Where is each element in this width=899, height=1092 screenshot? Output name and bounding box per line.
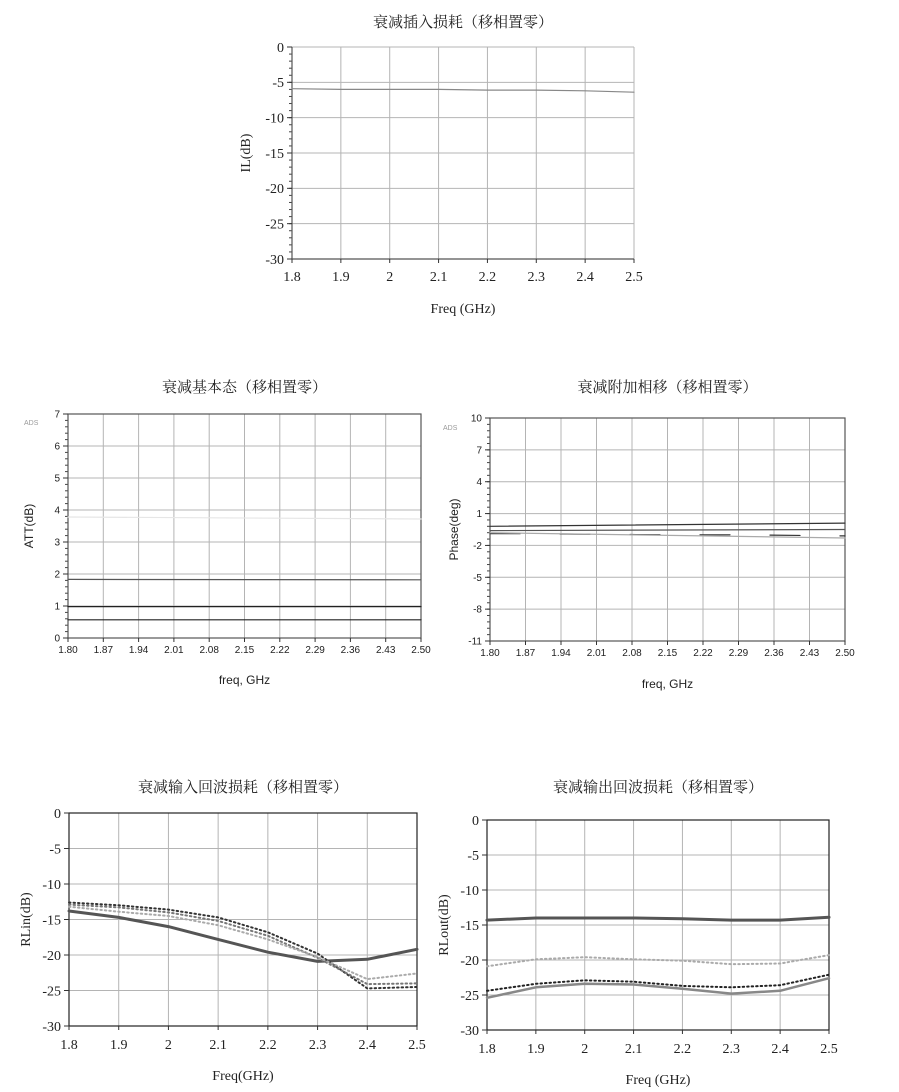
x-tick-label: 1.94: [551, 648, 571, 659]
x-tick-label: 1.80: [480, 648, 500, 659]
y-tick-label: 0: [277, 40, 284, 56]
x-tick-label: 2.36: [764, 648, 784, 659]
y-tick-label: -8: [473, 604, 482, 616]
y-tick-label: -25: [42, 984, 61, 1000]
y-axis-label: Phase(deg): [447, 498, 461, 561]
x-tick-label: 1.8: [478, 1042, 496, 1057]
x-tick-label: 2: [386, 270, 394, 285]
chart-rlout: [437, 778, 838, 1088]
y-tick-label: 7: [476, 445, 482, 457]
y-axis-label: ATT(dB): [22, 503, 36, 549]
y-tick-label: -20: [265, 182, 284, 198]
x-tick-label: 2.01: [164, 645, 184, 656]
x-tick-label: 2.15: [234, 645, 255, 656]
x-tick-label: 2.2: [673, 1042, 692, 1057]
chart-title: 衰减输出回波损耗（移相置零）: [552, 779, 764, 796]
y-tick-label: 1: [476, 509, 482, 521]
series-line-o2: [487, 955, 829, 966]
x-tick-label: 2.4: [576, 270, 594, 285]
x-tick-label: 2.22: [270, 645, 290, 656]
y-axis-label: RLout(dB): [437, 894, 452, 956]
x-tick-label: 2.4: [771, 1042, 789, 1057]
y-tick-label: 4: [54, 505, 60, 517]
x-axis-label: Freq (GHz): [625, 1073, 691, 1088]
chart-title: 衰减输入回波损耗（移相置零）: [137, 779, 349, 796]
y-tick-label: -5: [272, 76, 284, 92]
x-axis-label: Freq (GHz): [430, 302, 496, 317]
x-tick-label: 2.29: [728, 648, 749, 659]
chart-title: 衰减插入损耗（移相置零）: [372, 14, 554, 31]
chart-title: 衰减附加相移（移相置零）: [577, 379, 758, 396]
x-tick-label: 2.1: [209, 1038, 227, 1053]
x-tick-label: 1.9: [527, 1042, 545, 1057]
y-tick-label: -20: [42, 948, 61, 964]
chart-il: [239, 13, 643, 317]
x-tick-label: 2.22: [693, 648, 713, 659]
y-tick-label: -25: [265, 217, 284, 233]
x-tick-label: 2.3: [722, 1042, 741, 1057]
series-line-o1: [487, 917, 829, 920]
y-tick-label: -15: [265, 146, 284, 162]
y-tick-label: 4: [476, 477, 482, 489]
x-tick-label: 2.2: [259, 1038, 277, 1053]
x-tick-label: 2.5: [820, 1042, 838, 1057]
x-tick-label: 1.80: [58, 645, 78, 656]
x-tick-label: 2.1: [624, 1042, 643, 1057]
series-line-IL: [292, 89, 634, 93]
x-tick-label: 1.87: [93, 645, 114, 656]
y-tick-label: -15: [460, 918, 479, 934]
y-tick-label: -20: [460, 953, 479, 969]
x-tick-label: 2.3: [527, 270, 546, 285]
chart-title: 衰减基本态（移相置零）: [161, 379, 328, 396]
x-tick-label: 1.94: [128, 645, 149, 656]
y-tick-label: -10: [265, 111, 284, 127]
watermark-label: ADS: [24, 420, 39, 427]
y-tick-label: -5: [49, 842, 61, 858]
series-line-o3: [487, 975, 829, 991]
y-tick-label: -10: [460, 883, 479, 899]
x-tick-label: 2.4: [358, 1038, 377, 1053]
x-tick-label: 2.1: [429, 270, 448, 285]
x-tick-label: 1.8: [60, 1038, 78, 1053]
chart-phase: [443, 379, 855, 691]
x-tick-label: 1.87: [515, 648, 536, 659]
y-tick-label: 2: [54, 569, 60, 581]
x-axis-label: freq, GHz: [641, 677, 694, 691]
x-tick-label: 2: [581, 1042, 589, 1057]
y-tick-label: 0: [472, 813, 479, 829]
y-tick-label: -30: [460, 1023, 479, 1039]
y-tick-label: -25: [460, 988, 479, 1004]
x-tick-label: 2.5: [625, 270, 643, 285]
x-tick-label: 1.9: [109, 1038, 128, 1053]
x-tick-label: 2.29: [305, 645, 325, 656]
y-tick-label: -5: [467, 848, 479, 864]
x-tick-label: 2.15: [657, 648, 678, 659]
y-axis-label: IL(dB): [239, 133, 254, 173]
x-tick-label: 2.3: [308, 1038, 327, 1053]
y-axis-label: RLin(dB): [19, 892, 34, 947]
y-tick-label: -30: [42, 1019, 61, 1035]
y-tick-label: -30: [265, 252, 284, 268]
x-tick-label: 2.01: [586, 648, 607, 659]
x-tick-label: 2: [164, 1038, 172, 1053]
y-tick-label: -2: [473, 540, 482, 552]
y-tick-label: -11: [468, 636, 482, 648]
x-tick-label: 1.8: [283, 270, 301, 285]
y-tick-label: -10: [42, 877, 61, 893]
series-line-s1: [69, 911, 417, 961]
x-tick-label: 2.50: [411, 645, 431, 656]
series-line-p2: [490, 530, 845, 531]
x-tick-label: 2.2: [478, 270, 497, 285]
y-tick-label: 6: [54, 441, 60, 453]
y-tick-label: -5: [473, 572, 482, 584]
x-axis-label: freq, GHz: [218, 673, 271, 687]
y-tick-label: 10: [470, 413, 482, 425]
y-tick-label: 0: [54, 806, 61, 822]
y-tick-label: 0: [54, 633, 60, 645]
y-tick-label: 1: [54, 601, 60, 613]
x-tick-label: 2.08: [199, 645, 219, 656]
x-tick-label: 2.43: [799, 648, 820, 659]
chart-att: [22, 378, 431, 687]
x-tick-label: 2.08: [622, 648, 642, 659]
y-tick-label: 7: [54, 409, 60, 421]
y-tick-label: 3: [54, 537, 60, 549]
x-axis-label: Freq(GHz): [212, 1069, 274, 1084]
x-tick-label: 2.43: [375, 645, 396, 656]
chart-rlin: [19, 778, 426, 1084]
y-tick-label: -15: [42, 913, 61, 929]
x-tick-label: 2.50: [835, 648, 855, 659]
x-tick-label: 2.36: [340, 645, 361, 656]
x-tick-label: 2.5: [408, 1038, 426, 1053]
x-tick-label: 1.9: [332, 270, 350, 285]
y-tick-label: 5: [54, 473, 60, 485]
watermark-label: ADS: [443, 425, 458, 432]
